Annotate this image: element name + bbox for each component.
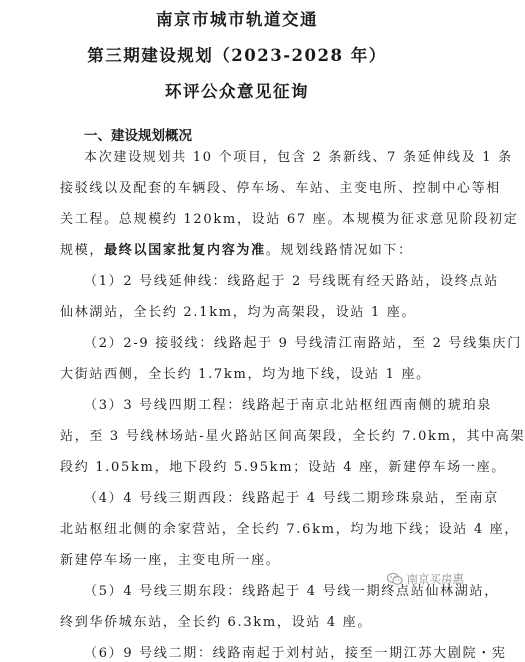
item-2-line-1: （2）2-9 接驳线：线路起于 9 号线清江南路站，至 2 号线集庆门: [84, 336, 522, 351]
intro-line-4-post: 。规划线路情况如下：: [265, 243, 413, 258]
item-5-line-1: （5）4 号线三期东段：线路起于 4 号线一期终点站仙林湖站，: [84, 584, 499, 599]
intro-line-4: [60, 243, 413, 259]
item-5-line-2: 终到华侨城东站，全长约 6.3km，设站 4 座。: [60, 615, 373, 630]
title-line-2: 第三期建设规划（2023-2028 年）: [87, 46, 387, 65]
intro-emphasis: 最终以国家批复内容为准: [104, 243, 266, 258]
wechat-icon: [387, 572, 403, 586]
title-line-3: 环评公众意见征询: [165, 82, 309, 101]
item-3-line-1: （3）3 号线四期工程：线路起于南京北站枢纽西南侧的琥珀泉: [84, 398, 492, 413]
intro-line-2: 接驳线以及配套的车辆段、停车场、车站、主变电所、控制中心等相: [60, 181, 502, 196]
watermark-text: 南京买房惠: [406, 572, 464, 586]
intro-line-1: 本次建设规划共 10 个项目，包含 2 条新线、7 条延伸线及 1 条: [84, 150, 513, 165]
item-1-line-2: 仙林湖站，全长约 2.1km，均为高架段，设站 1 座。: [60, 305, 417, 320]
item-4-line-2: 北站枢纽北侧的余家营站，全长约 7.6km，均为地下线；设站 4 座，: [60, 522, 520, 537]
title-line-1: 南京市城市轨道交通: [156, 10, 318, 29]
item-1-line-1: （1）2 号线延伸线：线路起于 2 号线既有经天路站，设终点站: [84, 274, 499, 289]
watermark: [387, 570, 465, 588]
item-4-line-1: （4）4 号线三期西段：线路起于 4 号线二期珍珠泉站，至南京: [84, 491, 499, 506]
intro-line-3: 关工程。总规模约 120km，设站 67 座。本规模为征求意见阶段初定: [60, 212, 519, 227]
item-4-line-3: 新建停车场一座，主变电所一座。: [60, 553, 281, 568]
intro-line-4-pre: 规模，: [60, 243, 105, 258]
item-3-line-3: 段约 1.05km，地下段约 5.95km；设站 4 座，新建停车场一座。: [60, 460, 507, 475]
item-2-line-2: 大街站西侧，全长约 1.7km，均为地下线，设站 1 座。: [60, 367, 431, 382]
item-6-line-1: （6）9 号线二期：线路南起于刘村站，接至一期江苏大剧院・宪: [84, 646, 507, 661]
section-heading: 一、建设规划概况: [84, 128, 192, 144]
item-3-line-2: 站，至 3 号线林场站-星火路站区间高架段，全长约 7.0km，其中高架: [60, 429, 525, 444]
